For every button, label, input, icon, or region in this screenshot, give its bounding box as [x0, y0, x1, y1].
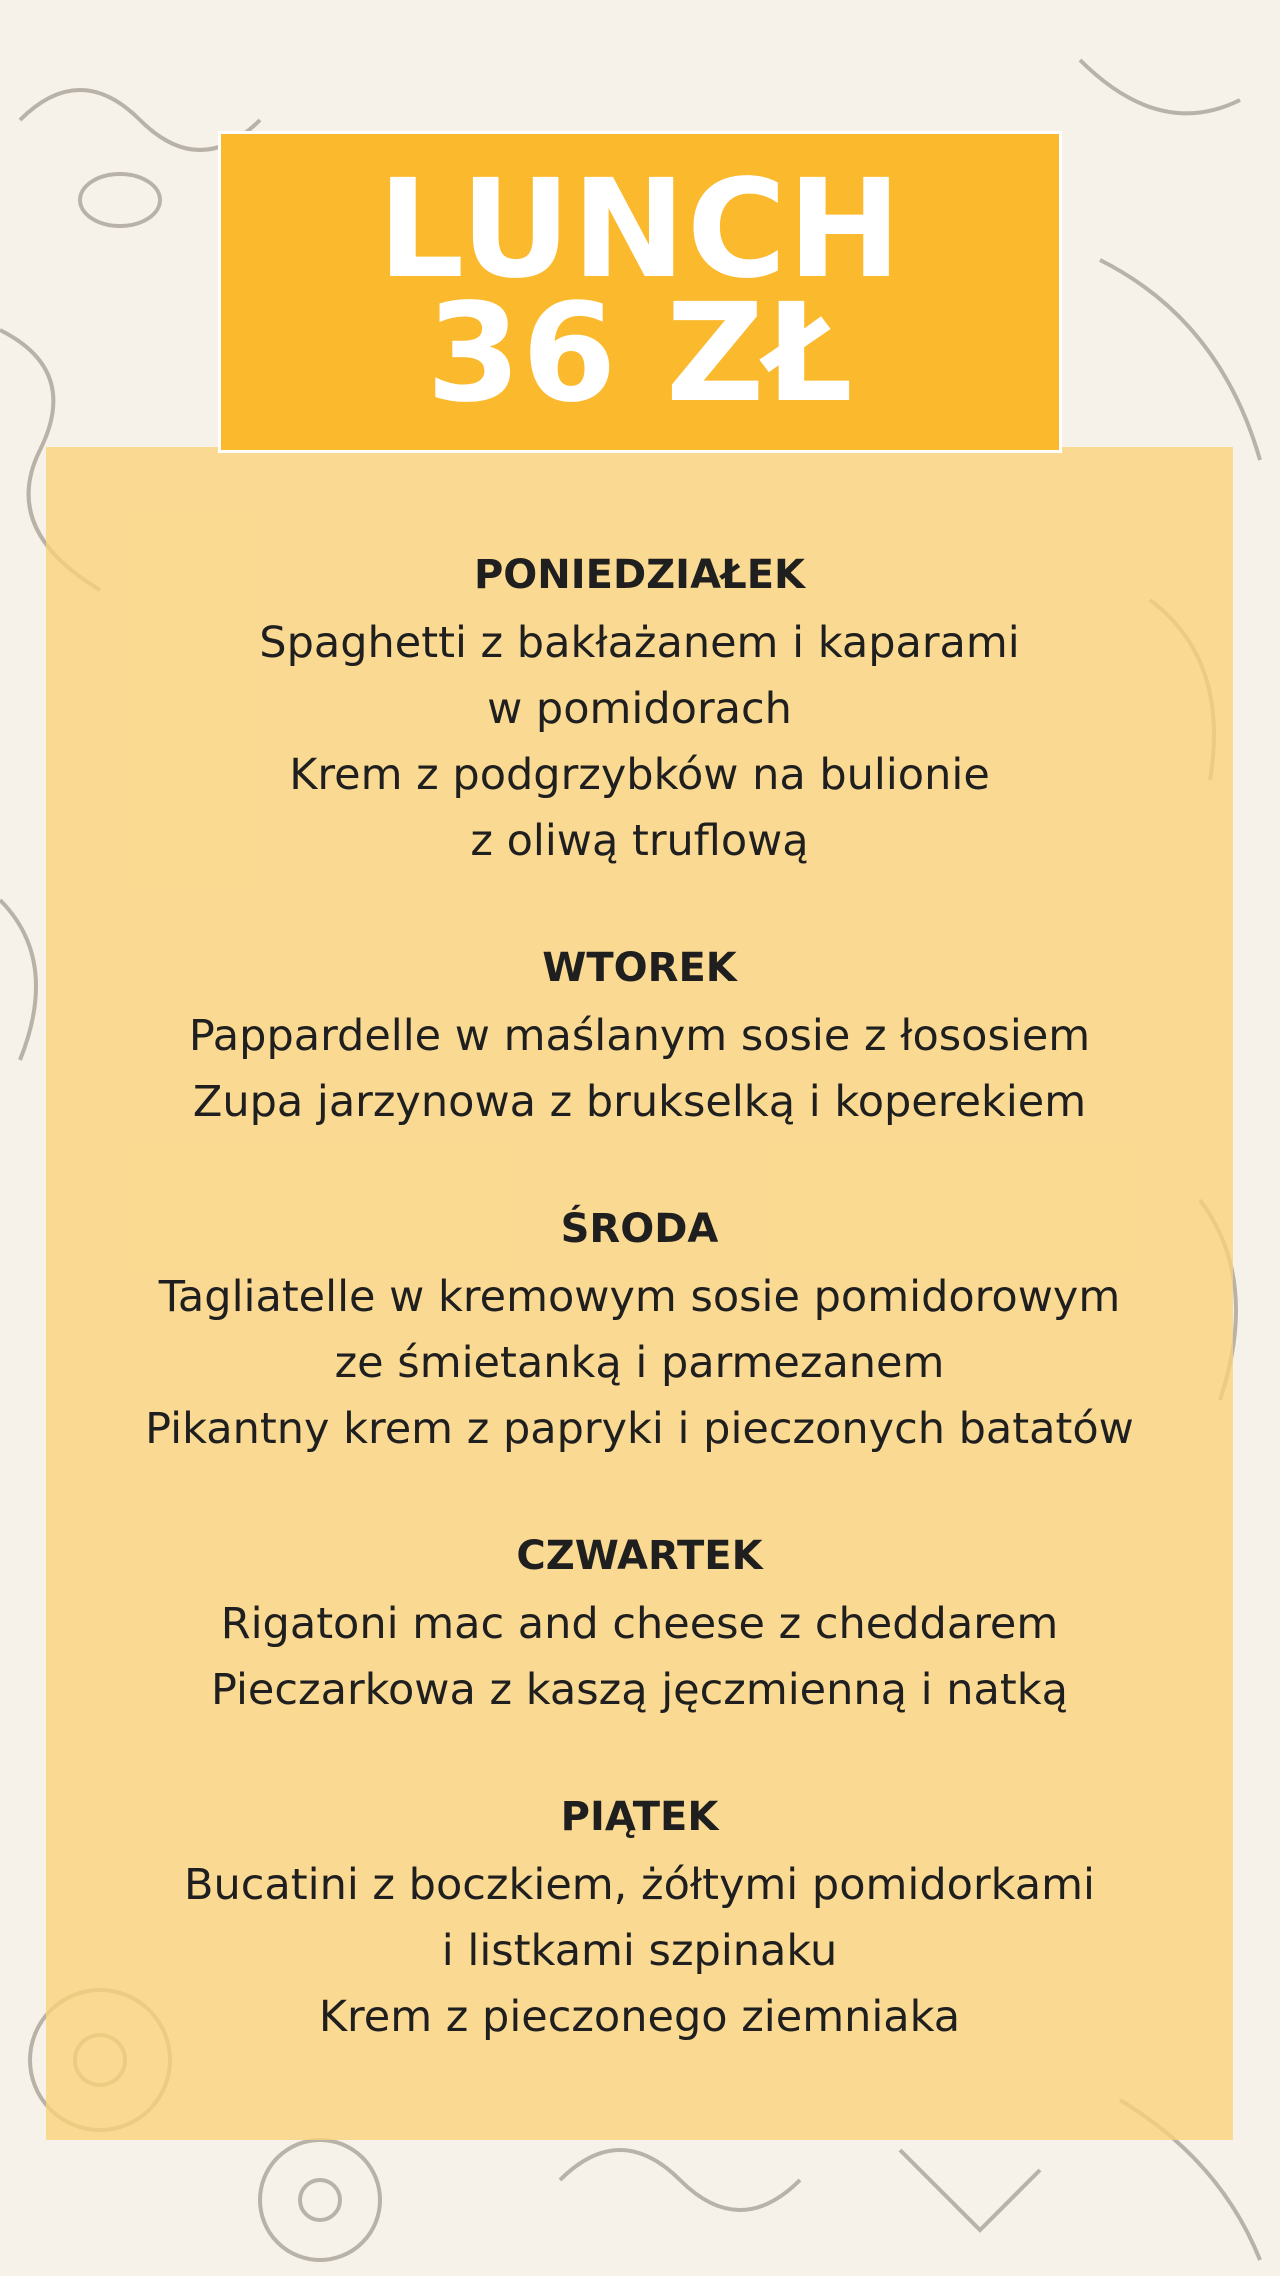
dish-line: Spaghetti z bakłażanem i kaparami [259, 618, 1020, 668]
dish-line: Pieczarkowa z kaszą jęczmienną i natką [211, 1665, 1068, 1715]
day-wednesday [46, 1194, 1233, 1462]
day-name: WTOREK [542, 945, 737, 991]
day-name: PONIEDZIAŁEK [473, 552, 806, 598]
dish-line: Tagliatelle w kremowym sosie pomidorowym [158, 1272, 1121, 1322]
dish-line: Krem z podgrzybków na bulionie [289, 750, 990, 800]
day-friday [46, 1782, 1233, 2050]
dish-line: Pikantny krem z papryki i pieczonych batatów [145, 1404, 1134, 1454]
dish-line: Zupa jarzynowa z brukselką i koperekiem [192, 1077, 1087, 1127]
dish-line: w pomidorach [487, 684, 792, 734]
lunch-price-banner [218, 131, 1062, 453]
dish-line: ze śmietanką i parmezanem [334, 1338, 945, 1388]
dish-line: Bucatini z boczkiem, żółtymi pomidorkami [184, 1860, 1095, 1910]
day-monday [46, 540, 1233, 874]
day-tuesday [46, 933, 1233, 1135]
dish-line: i listkami szpinaku [441, 1926, 838, 1976]
dish-line: Krem z pieczonego ziemniaka [318, 1992, 961, 2042]
banner-price: 36 ZŁ [426, 275, 854, 433]
banner-title: LUNCH [377, 151, 903, 309]
day-thursday [46, 1521, 1233, 1723]
dish-line: Rigatoni mac and cheese z cheddarem [220, 1599, 1059, 1649]
dish-line: Pappardelle w maślanym sosie z łososiem [188, 1011, 1091, 1061]
dish-line: z oliwą truflową [470, 816, 809, 866]
day-name: ŚRODA [560, 1206, 719, 1252]
weekly-menu [46, 540, 1233, 2109]
day-name: CZWARTEK [516, 1533, 763, 1579]
day-name: PIĄTEK [560, 1794, 719, 1840]
